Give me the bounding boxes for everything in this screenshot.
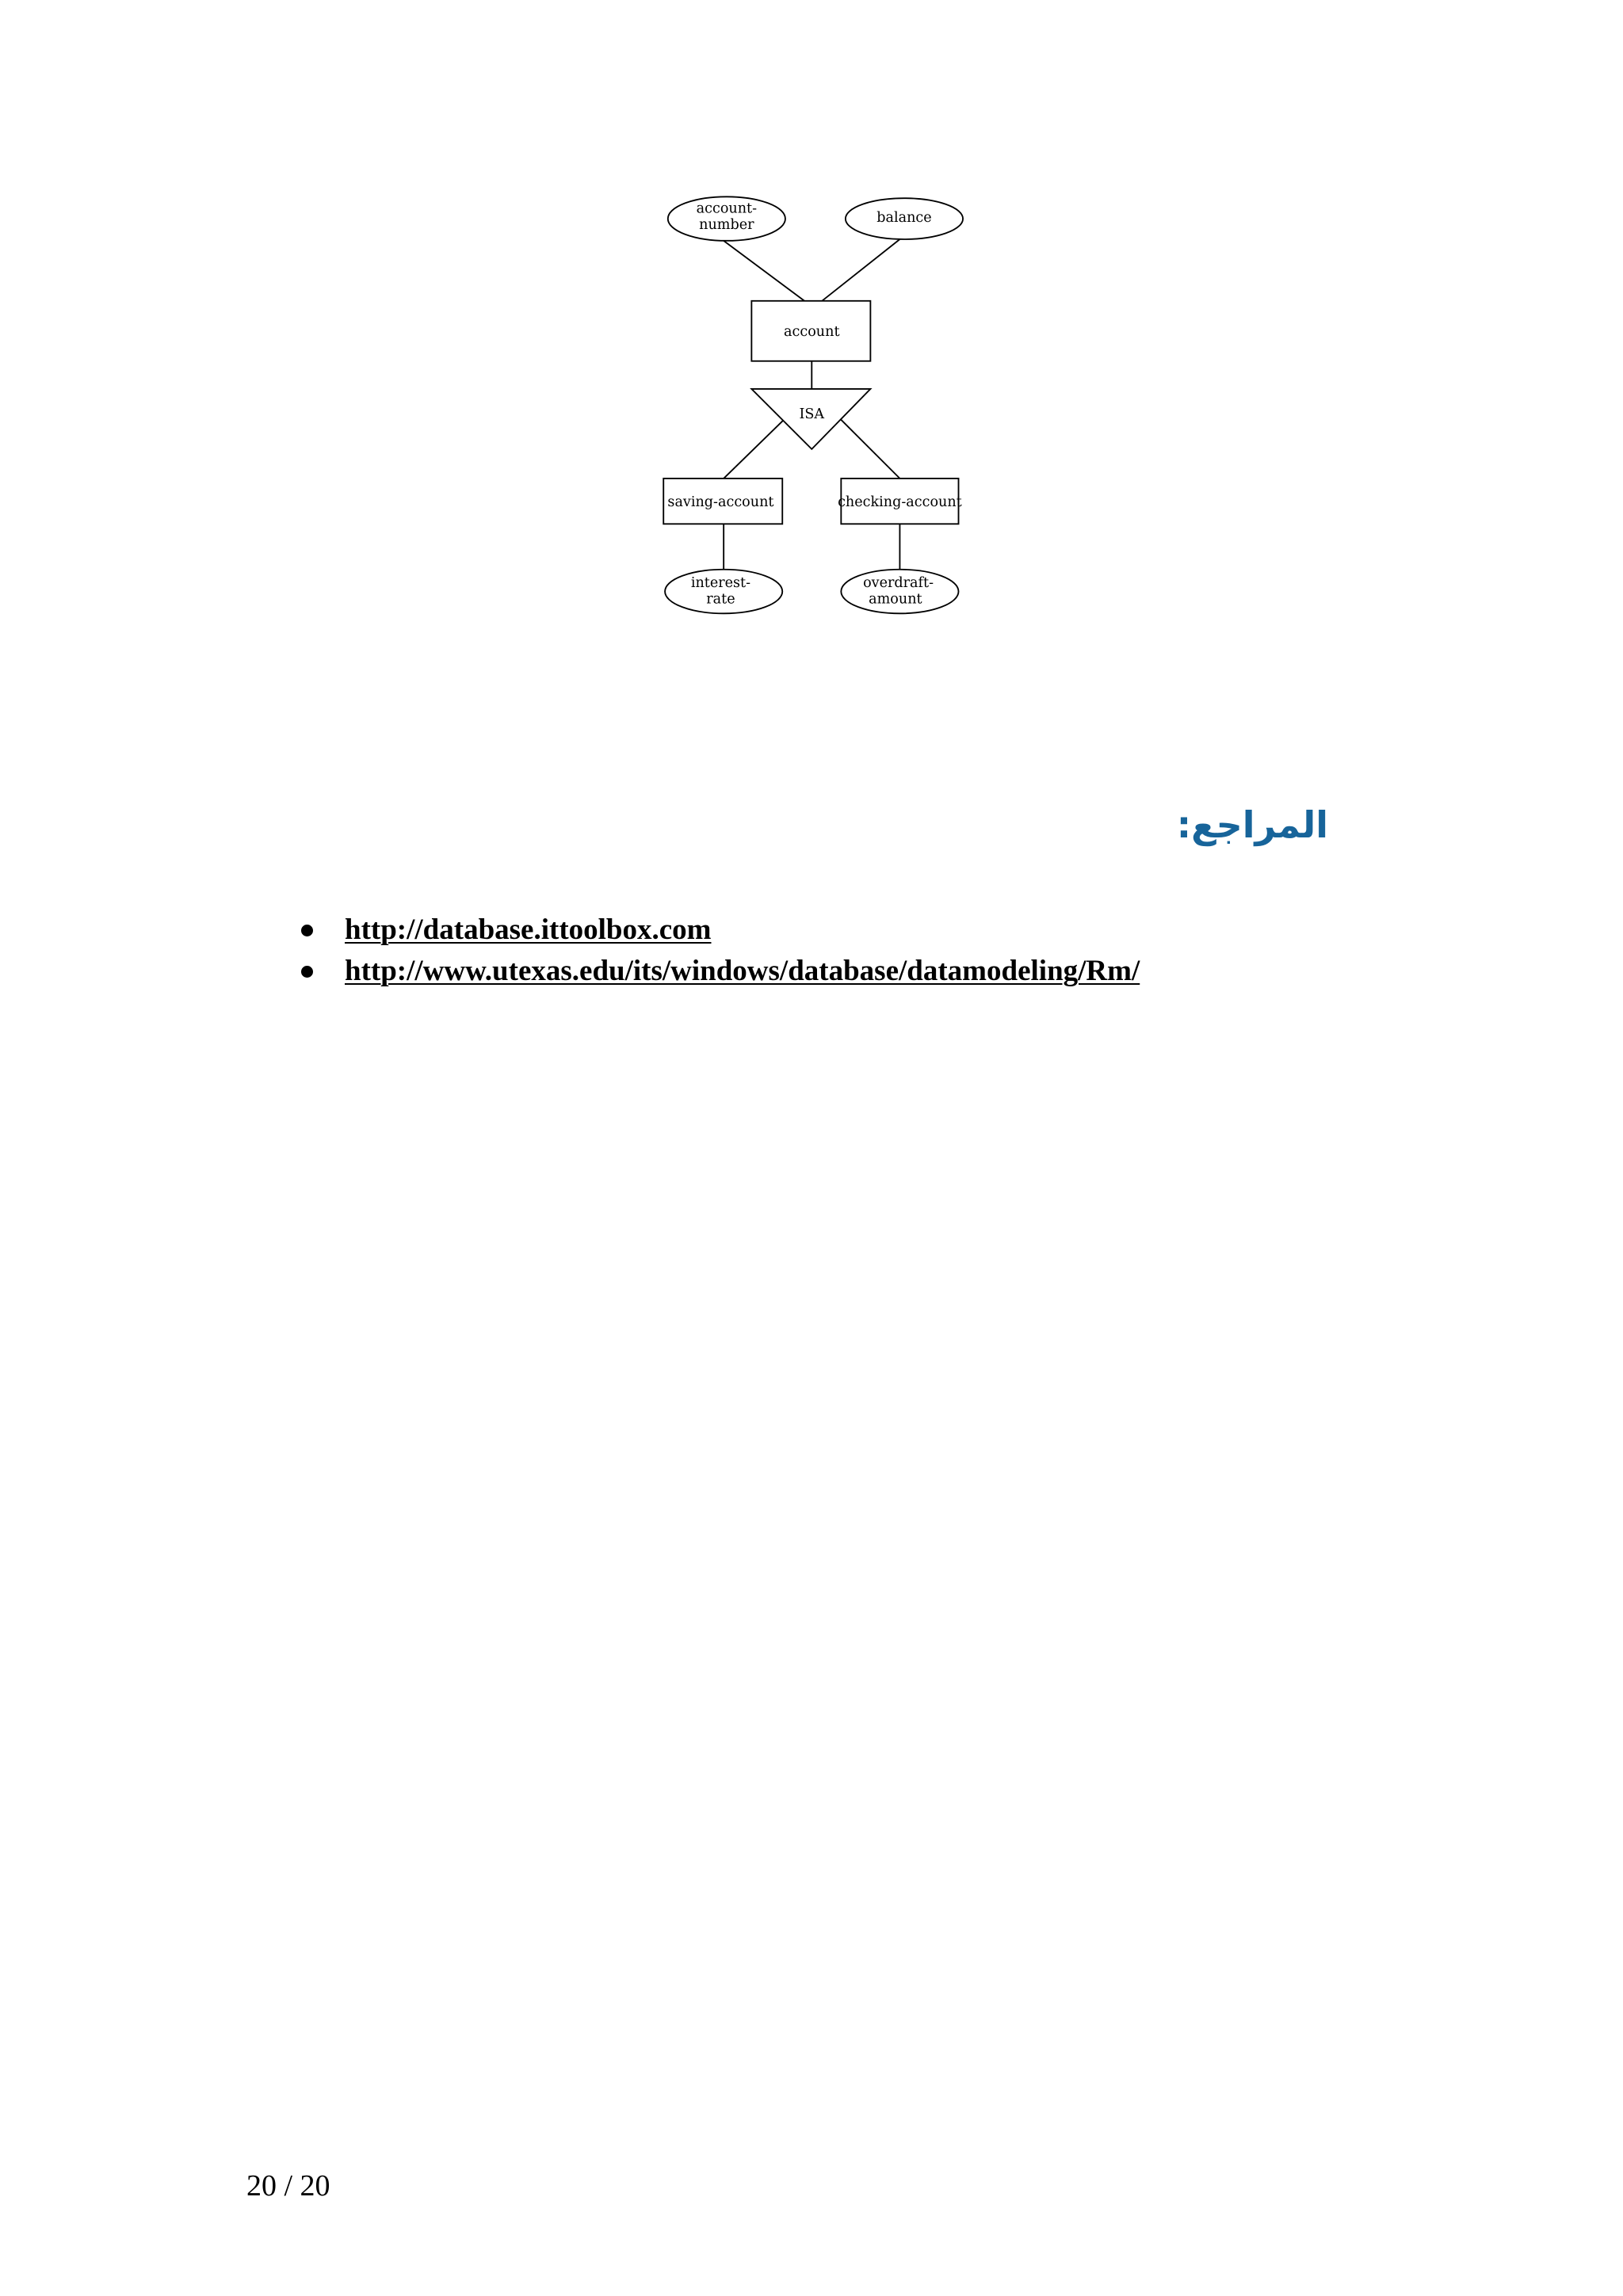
er-diagram [646,188,983,628]
entity-saving-account-label: saving-account [667,494,774,511]
edge-account-number-to-account [724,241,804,301]
edge-isa-to-checking-account [841,420,899,479]
attribute-account-number-label-line2: number [699,217,754,234]
bullet-icon [301,966,313,978]
references-list [295,910,1140,992]
isa-label: ISA [799,406,825,422]
list-item [295,951,1140,992]
reference-link[interactable]: http://www.utexas.edu/its/windows/database/datamodeling/Rm/ [345,955,1140,987]
entity-checking-account-label: checking-account [838,494,962,511]
list-item [295,910,1140,951]
attribute-balance-label: balance [876,209,932,226]
edge-balance-to-account [822,239,899,301]
attribute-interest-rate-label-line2: rate [706,591,735,608]
attribute-interest-rate-label-line1: interest- [690,574,751,591]
edge-isa-to-saving-account [724,420,784,479]
attribute-account-number-label-line1: account- [696,200,758,217]
entity-account-label: account [784,324,840,341]
attribute-overdraft-amount-label-line2: amount [869,591,922,608]
reference-link[interactable]: http://database.ittoolbox.com [345,913,712,946]
bullet-icon [301,925,313,936]
references-heading: المراجع: [1176,803,1328,846]
page-number: 20 / 20 [246,2169,330,2203]
attribute-overdraft-amount-label-line1: overdraft- [863,574,934,591]
